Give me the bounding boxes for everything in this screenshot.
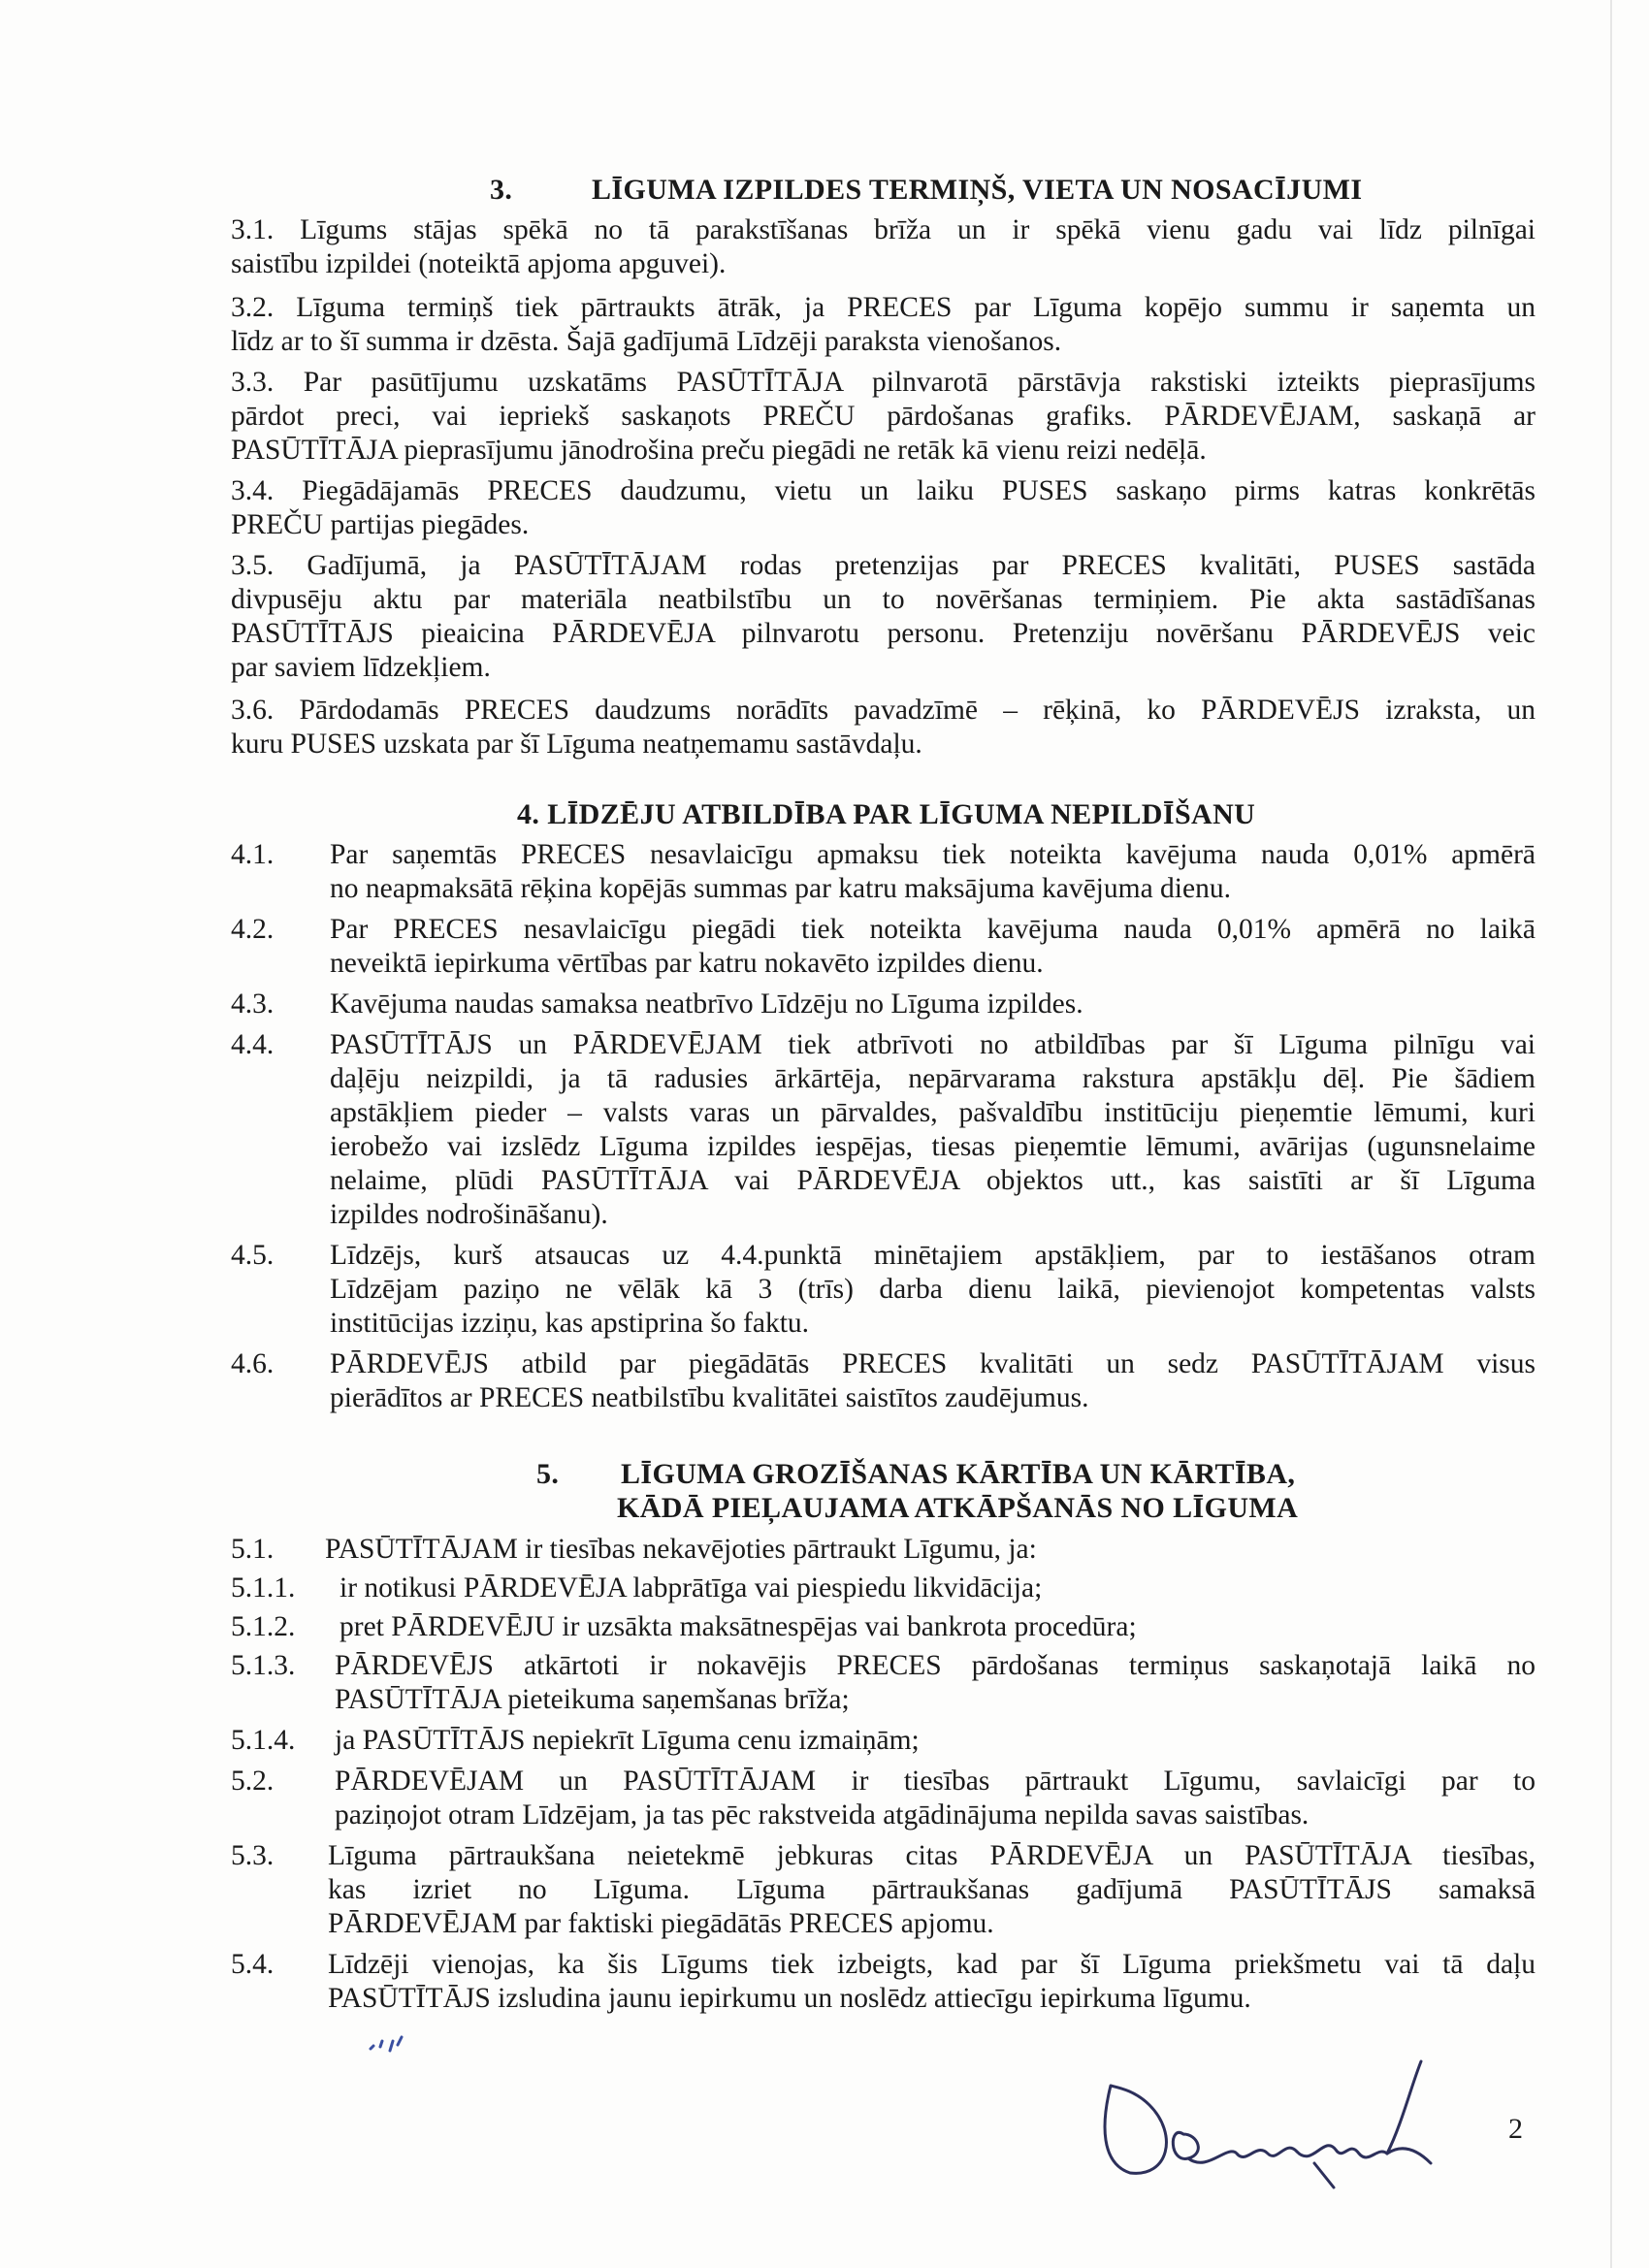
section-3-line-12: PASŪTĪTĀJS pieaicina PĀRDEVĒJA pilnvarotu personu. Pretenziju novēršanu PĀRDEVĒJS veic [231, 618, 1536, 649]
item-5-4-line-2: PASŪTĪTĀJS izsludina jaunu iepirkumu un noslēdz attiecīgu iepirkuma līgumu. [328, 1983, 1251, 2014]
item-4-6-line-1: PĀRDEVĒJS atbild par piegādātās PRECES kvalitāti un sedz PASŪTĪTĀJAM visus [330, 1348, 1536, 1379]
section-3-line-14: 3.6. Pārdodamās PRECES daudzums norādīts pavadzīmē – rēķinā, ko PĀRDEVĒJS izraksta, un [231, 695, 1536, 726]
scan-edge [1610, 0, 1612, 2268]
section-3-line-2: saistību izpildei (noteiktā apjoma apguvei). [231, 248, 727, 279]
page-number: 2 [1508, 2113, 1523, 2145]
item-5-1-3-line-2: PASŪTĪTĀJA pieteikuma saņemšanas brīža; [335, 1684, 850, 1715]
item-4-4-line-5: nelaime, plūdi PASŪTĪTĀJA vai PĀRDEVĒJA objektos utt., kas saistīti ar šī Līguma [330, 1165, 1536, 1196]
section-5-heading-line-1: LĪGUMA GROZĪŠANAS KĀRTĪBA UN KĀRTĪBA, [621, 1458, 1296, 1490]
item-5-1-3-number: 5.1.3. [231, 1650, 296, 1681]
signature [1091, 2057, 1440, 2212]
item-5-1-2-line-1: pret PĀRDEVĒJU ir uzsākta maksātnespējas vai bankrota procedūra; [340, 1611, 1137, 1642]
item-4-4-number: 4.4. [231, 1029, 275, 1060]
section-3-line-6: pārdot preci, vai iepriekš saskaņots PREČU pārdošanas grafiks. PĀRDEVĒJAM, saskaņā ar [231, 401, 1536, 432]
section-3-line-15: kuru PUSES uzskata par šī Līguma neatņemamu sastāvdaļu. [231, 729, 922, 760]
section-3-heading: LĪGUMA IZPILDES TERMIŅŠ, VIETA UN NOSACĪJUMI [592, 174, 1363, 206]
item-5-3-line-2: kas izriet no Līguma. Līguma pārtraukšanas gadījumā PASŪTĪTĀJS samaksā [328, 1874, 1536, 1905]
item-4-3-line-1: Kavējuma naudas samaksa neatbrīvo Līdzēju no Līguma izpildes. [330, 988, 1083, 1020]
section-3-line-10: 3.5. Gadījumā, ja PASŪTĪTĀJAM rodas pretenzijas par PRECES kvalitāti, PUSES sastāda [231, 550, 1536, 581]
item-5-1-3-line-1: PĀRDEVĒJS atkārtoti ir nokavējis PRECES pārdošanas termiņus saskaņotajā laikā no [335, 1650, 1536, 1681]
item-5-1-1-number: 5.1.1. [231, 1572, 296, 1604]
section-3-line-4: līdz ar to šī summa ir dzēsta. Šajā gadījumā Līdzēji paraksta vienošanos. [231, 326, 1062, 357]
item-5-3-line-3: PĀRDEVĒJAM par faktiski piegādātās PRECES apjomu. [328, 1908, 994, 1939]
section-3-line-1: 3.1. Līgums stājas spēkā no tā parakstīšanas brīža un ir spēkā vienu gadu vai līdz pilnīgai [231, 214, 1536, 245]
item-5-1-2-number: 5.1.2. [231, 1611, 296, 1642]
item-4-6-line-2: pierādītos ar PRECES neatbilstību kvalitātei saistītos zaudējumus. [330, 1382, 1089, 1413]
item-5-2-number: 5.2. [231, 1766, 275, 1797]
item-4-3-number: 4.3. [231, 988, 275, 1020]
item-4-5-line-2: Līdzējam paziņo ne vēlāk kā 3 (trīs) darba dienu laikā, pievienojot kompetentas valsts [330, 1274, 1536, 1305]
item-4-6-number: 4.6. [231, 1348, 275, 1379]
section-5-number: 5. [536, 1458, 560, 1490]
item-4-1-line-2: no neapmaksātā rēķina kopējās summas par katru maksājuma kavējuma dienu. [330, 873, 1231, 904]
item-4-4-line-2: daļēju neizpildi, ja tā radusies ārkārtēja, nepārvarama rakstura apstākļu dēļ. Pie šādiem [330, 1063, 1536, 1094]
section-4-heading: 4. LĪDZĒJU ATBILDĪBA PAR LĪGUMA NEPILDĪŠANU [517, 798, 1256, 830]
item-4-4-line-6: izpildes nodrošināšanu). [330, 1199, 608, 1230]
item-4-2-line-1: Par PRECES nesavlaicīgu piegādi tiek noteikta kavējuma nauda 0,01% apmērā no laikā [330, 914, 1536, 945]
item-5-1-number: 5.1. [231, 1534, 275, 1565]
item-4-5-line-3: institūcijas izziņu, kas apstiprina šo faktu. [330, 1308, 810, 1339]
item-5-1-line-1: PASŪTĪTĀJAM ir tiesības nekavējoties pārtraukt Līgumu, ja: [325, 1534, 1037, 1565]
section-5-heading-line-2: KĀDĀ PIEĻAUJAMA ATKĀPŠANĀS NO LĪGUMA [617, 1492, 1299, 1524]
item-5-2-line-1: PĀRDEVĒJAM un PASŪTĪTĀJAM ir tiesības pārtraukt Līgumu, savlaicīgi par to [335, 1766, 1536, 1797]
item-4-2-line-2: neveiktā iepirkuma vērtības par katru nokavēto izpildes dienu. [330, 948, 1044, 979]
section-3-line-5: 3.3. Par pasūtījumu uzskatāms PASŪTĪTĀJA pilnvarotā pārstāvja rakstiski izteikts pieprasījums [231, 367, 1536, 398]
section-3-line-13: par saviem līdzekļiem. [231, 652, 491, 683]
section-3-line-3: 3.2. Līguma termiņš tiek pārtraukts ātrāk, ja PRECES par Līguma kopējo summu ir saņemta un [231, 292, 1536, 323]
item-4-4-line-3: apstākļiem pieder – valsts varas un pārvaldes, pašvaldību institūciju pieņemtie lēmumi, kuri [330, 1097, 1536, 1128]
item-5-3-number: 5.3. [231, 1840, 275, 1871]
item-4-5-line-1: Līdzējs, kurš atsaucas uz 4.4.punktā minētajiem apstākļiem, par to iestāšanos otram [330, 1240, 1536, 1271]
pen-mark [369, 2027, 417, 2057]
section-3-line-7: PASŪTĪTĀJA pieprasījumu jānodrošina preču piegādi ne retāk kā vienu reizi nedēļā. [231, 435, 1207, 466]
item-5-3-line-1: Līguma pārtraukšana neietekmē jebkuras citas PĀRDEVĒJA un PASŪTĪTĀJA tiesības, [328, 1840, 1536, 1871]
section-3-line-11: divpusēju aktu par materiāla neatbilstību un to novēršanas termiņiem. Pie akta sastādīšanas [231, 584, 1536, 615]
section-3-number: 3. [490, 174, 513, 206]
item-4-2-number: 4.2. [231, 914, 275, 945]
item-5-4-line-1: Līdzēji vienojas, ka šis Līgums tiek izbeigts, kad par šī Līguma priekšmetu vai tā daļu [328, 1949, 1536, 1980]
item-4-5-number: 4.5. [231, 1240, 275, 1271]
item-5-1-1-line-1: ir notikusi PĀRDEVĒJA labprātīga vai piespiedu likvidācija; [340, 1572, 1043, 1604]
item-5-4-number: 5.4. [231, 1949, 275, 1980]
item-4-1-number: 4.1. [231, 839, 275, 870]
section-3-line-8: 3.4. Piegādājamās PRECES daudzumu, vietu un laiku PUSES saskaņo pirms katras konkrētās [231, 475, 1536, 506]
section-3-line-9: PREČU partijas piegādes. [231, 509, 530, 540]
item-5-1-4-line-1: ja PASŪTĪTĀJS nepiekrīt Līguma cenu izmaiņām; [335, 1725, 920, 1756]
item-5-1-4-number: 5.1.4. [231, 1725, 296, 1756]
item-5-2-line-2: paziņojot otram Līdzējam, ja tas pēc rakstveida atgādinājuma nepilda savas saistības. [335, 1799, 1310, 1831]
item-4-1-line-1: Par saņemtās PRECES nesavlaicīgu apmaksu tiek noteikta kavējuma nauda 0,01% apmērā [330, 839, 1536, 870]
item-4-4-line-4: ierobežo vai izslēdz Līguma izpildes iespējas, tiesas pieņemtie lēmumi, avārijas (ugunsnelaime [330, 1131, 1536, 1162]
item-4-4-line-1: PASŪTĪTĀJS un PĀRDEVĒJAM tiek atbrīvoti no atbildības par šī Līguma pilnīgu vai [330, 1029, 1536, 1060]
